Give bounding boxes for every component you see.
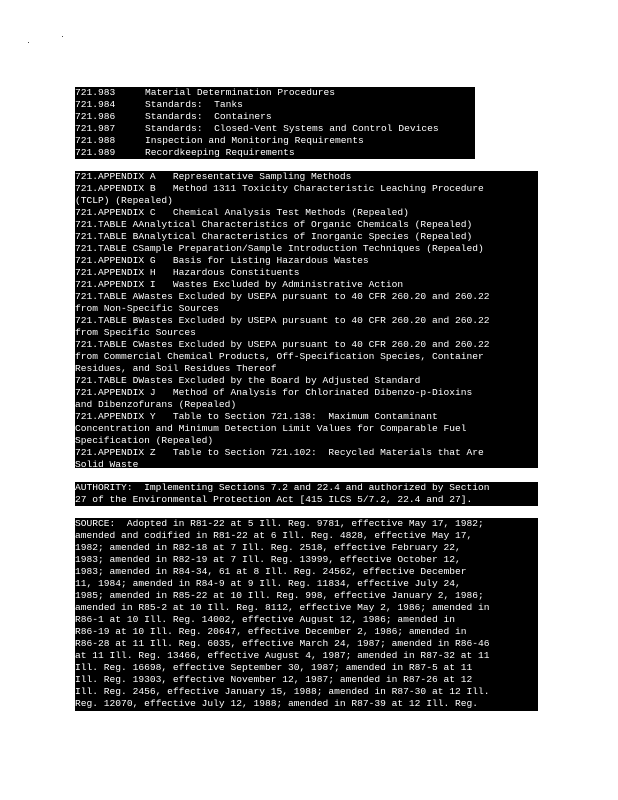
toc-row xyxy=(75,135,475,147)
appendix-line: 721.TABLE CWastes Excluded by USEPA pursuant to 40 CFR 260.20 and 260.22 xyxy=(75,339,490,350)
source-line: Ill. Reg. 16698, effective September 30, 1987; amended in R87-5 at 11 xyxy=(75,662,473,673)
appendix-line: from Commercial Chemical Products, Off-Specification Species, Container xyxy=(75,351,484,362)
toc-section-number: 721.988 xyxy=(75,135,116,146)
toc-section-number: 721.983 xyxy=(75,87,116,98)
toc-section-title: Recordkeeping Requirements xyxy=(145,147,295,158)
source-line: Ill. Reg. 2456, effective January 15, 1988; amended in R87-30 at 12 Ill. xyxy=(75,686,490,697)
appendix-line: 721.TABLE BAnalytical Characteristics of Inorganic Species (Repealed) xyxy=(75,231,473,242)
source-line: 1982; amended in R82-18 at 7 Ill. Reg. 2518, effective February 22, xyxy=(75,542,461,553)
appendix-line: 721.TABLE CSample Preparation/Sample Introduction Techniques (Repealed) xyxy=(75,243,484,254)
scan-specks xyxy=(28,36,68,44)
toc-section-number: 721.984 xyxy=(75,99,116,110)
toc-section-number: 721.989 xyxy=(75,147,116,158)
source-line: Ill. Reg. 19303, effective November 12, 1987; amended in R87-26 at 12 xyxy=(75,674,473,685)
appendix-line: Solid Waste xyxy=(75,459,139,468)
source-line: 11, 1984; amended in R84-9 at 9 Ill. Reg. 11834, effective July 24, xyxy=(75,578,461,589)
source-line: amended in R85-2 at 10 Ill. Reg. 8112, effective May 2, 1986; amended in xyxy=(75,602,490,613)
source-note-block xyxy=(75,518,538,711)
table-of-contents-block xyxy=(75,87,475,159)
source-line: R86-19 at 10 Ill. Reg. 20647, effective December 2, 1986; amended in xyxy=(75,626,467,637)
appendix-line: and Dibenzofurans (Repealed) xyxy=(75,399,237,410)
source-line: 1983; amended in R84-34, 61 at 8 Ill. Reg. 24562, effective December xyxy=(75,566,467,577)
appendix-line: from Non-Specific Sources xyxy=(75,303,219,314)
authority-note-block xyxy=(75,482,538,506)
appendix-line: Specification (Repealed) xyxy=(75,435,214,446)
appendix-line: Concentration and Minimum Detection Limit Values for Comparable Fuel xyxy=(75,423,467,434)
toc-section-number: 721.987 xyxy=(75,123,116,134)
toc-section-number: 721.986 xyxy=(75,111,116,122)
appendix-line: 721.APPENDIX J Method of Analysis for Chlorinated Dibenzo-p-Dioxins xyxy=(75,387,473,398)
appendix-line: 721.APPENDIX C Chemical Analysis Test Methods (Repealed) xyxy=(75,207,409,218)
appendix-line: 721.TABLE DWastes Excluded by the Board by Adjusted Standard xyxy=(75,375,421,386)
toc-row xyxy=(75,111,475,123)
appendix-line: 721.APPENDIX I Wastes Excluded by Administrative Action xyxy=(75,279,404,290)
source-line: 1983; amended in R82-19 at 7 Ill. Reg. 13999, effective October 12, xyxy=(75,554,461,565)
toc-row xyxy=(75,123,475,135)
appendix-line: 721.TABLE BWastes Excluded by USEPA pursuant to 40 CFR 260.20 and 260.22 xyxy=(75,315,490,326)
toc-row xyxy=(75,99,475,111)
source-line: R86-1 at 10 Ill. Reg. 14002, effective August 12, 1986; amended in xyxy=(75,614,455,625)
appendix-list-block xyxy=(75,171,538,468)
appendix-line: Residues, and Soil Residues Thereof xyxy=(75,363,277,374)
toc-row xyxy=(75,147,475,159)
source-line: amended and codified in R81-22 at 6 Ill. Reg. 4828, effective May 17, xyxy=(75,530,473,541)
appendix-line: 721.APPENDIX Y Table to Section 721.138: Maximum Contaminant xyxy=(75,411,438,422)
toc-section-title: Inspection and Monitoring Requirements xyxy=(145,135,364,146)
source-line: SOURCE: Adopted in R81-22 at 5 Ill. Reg. 9781, effective May 17, 1982; xyxy=(75,518,484,529)
toc-section-title: Material Determination Procedures xyxy=(145,87,335,98)
authority-line: 27 of the Environmental Protection Act [415 ILCS 5/7.2, 22.4 and 27]. xyxy=(75,494,473,505)
appendix-line: (TCLP) (Repealed) xyxy=(75,195,173,206)
source-line: R86-28 at 11 Ill. Reg. 6035, effective March 24, 1987; amended in R86-46 xyxy=(75,638,490,649)
toc-row xyxy=(75,87,475,99)
toc-section-title: Standards: Containers xyxy=(145,111,272,122)
source-line: Reg. 12070, effective July 12, 1988; amended in R87-39 at 12 Ill. Reg. xyxy=(75,698,479,709)
appendix-line: 721.APPENDIX B Method 1311 Toxicity Characteristic Leaching Procedure xyxy=(75,183,484,194)
appendix-line: 721.APPENDIX A Representative Sampling Methods xyxy=(75,171,352,182)
appendix-line: 721.APPENDIX Z Table to Section 721.102: Recycled Materials that Are xyxy=(75,447,484,458)
source-line: 1985; amended in R85-22 at 10 Ill. Reg. 998, effective January 2, 1986; xyxy=(75,590,484,601)
appendix-line: from Specific Sources xyxy=(75,327,196,338)
authority-line: AUTHORITY: Implementing Sections 7.2 and 22.4 and authorized by Section xyxy=(75,482,490,493)
toc-section-title: Standards: Closed-Vent Systems and Control Devices xyxy=(145,123,439,134)
source-line: at 11 Ill. Reg. 13466, effective August 4, 1987; amended in R87-32 at 11 xyxy=(75,650,490,661)
appendix-line: 721.APPENDIX H Hazardous Constituents xyxy=(75,267,300,278)
appendix-line: 721.APPENDIX G Basis for Listing Hazardous Wastes xyxy=(75,255,369,266)
appendix-line: 721.TABLE AAnalytical Characteristics of Organic Chemicals (Repealed) xyxy=(75,219,473,230)
appendix-line: 721.TABLE AWastes Excluded by USEPA pursuant to 40 CFR 260.20 and 260.22 xyxy=(75,291,490,302)
toc-section-title: Standards: Tanks xyxy=(145,99,243,110)
